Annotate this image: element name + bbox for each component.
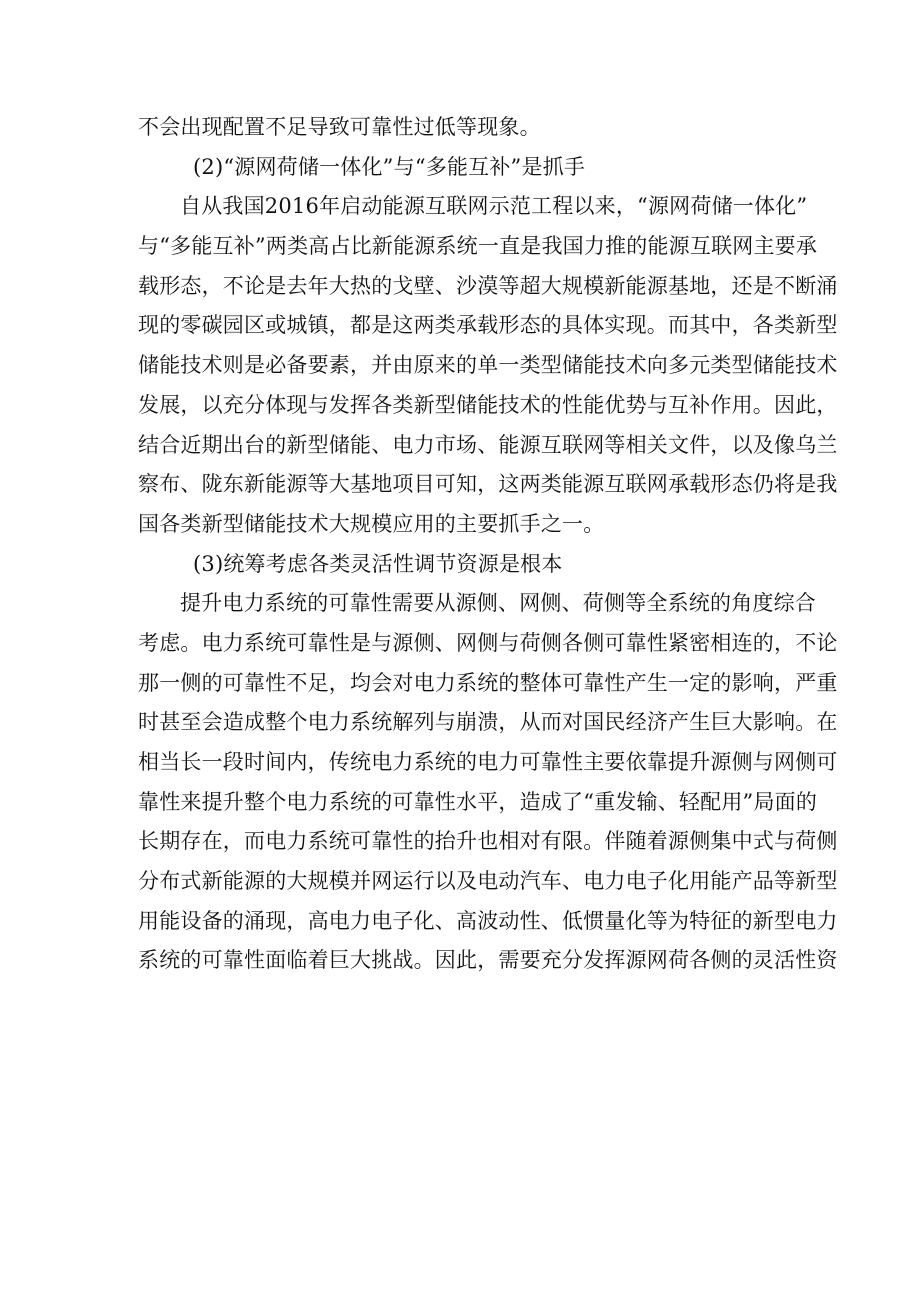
- paragraph-line: 时甚至会造成整个电力系统解列与崩溃，从而对国民经济产生巨大影响。在: [138, 710, 838, 735]
- paragraph-line: 分布式新能源的大规模并网运行以及电动汽车、电力电子化用能产品等新型: [138, 869, 838, 894]
- paragraph-line: 长期存在，而电力系统可靠性的抬升也相对有限。伴随着源侧集中式与荷侧: [138, 829, 838, 854]
- paragraph-line: 国各类新型储能技术大规模应用的主要抓手之一。: [138, 511, 605, 536]
- paragraph-line: 发展，以充分体现与发挥各类新型储能技术的性能优势与互补作用。因此，: [138, 392, 838, 417]
- paragraph-line: 现的零碳园区或城镇，都是这两类承载形态的具体实现。而其中，各类新型: [138, 313, 838, 338]
- section-heading-2: (2)“源网荷储一体化”与“多能互补”是抓手: [193, 154, 586, 179]
- paragraph-line: 察布、陇东新能源等大基地项目可知，这两类能源互联网承载形态仍将是我: [138, 472, 838, 497]
- paragraph-line: 载形态，不论是去年大热的戈壁、沙漠等超大规模新能源基地，还是不断涌: [138, 273, 838, 298]
- paragraph-line: 结合近期出台的新型储能、电力市场、能源互联网等相关文件，以及像乌兰: [138, 432, 838, 457]
- paragraph-line: 系统的可靠性面临着巨大挑战。因此，需要充分发挥源网荷各侧的灵活性资: [138, 948, 838, 973]
- paragraph-line: 储能技术则是必备要素，并由原来的单一类型储能技术向多元类型储能技术: [138, 353, 838, 378]
- paragraph-line: 自从我国2016年启动能源互联网示范工程以来，“源网荷储一体化”: [180, 194, 808, 219]
- paragraph-line: 考虑。电力系统可靠性是与源侧、网侧与荷侧各侧可靠性紧密相连的，不论: [138, 630, 838, 655]
- paragraph-line: 那一侧的可靠性不足，均会对电力系统的整体可靠性产生一定的影响，严重: [138, 670, 838, 695]
- paragraph-line: 不会出现配置不足导致可靠性过低等现象。: [138, 115, 541, 139]
- document-body: [138, 108, 838, 981]
- paragraph-line: 与“多能互补”两类高占比新能源系统一直是我国力推的能源互联网主要承: [138, 234, 818, 259]
- paragraph-line: 靠性来提升整个电力系统的可靠性水平，造成了“重发输、轻配用”局面的: [138, 789, 818, 814]
- section-heading-3: (3)统筹考虑各类灵活性调节资源是根本: [193, 551, 563, 576]
- paragraph-line: 提升电力系统的可靠性需要从源侧、网侧、荷侧等全系统的角度综合: [180, 591, 816, 616]
- paragraph-line: 用能设备的涌现，高电力电子化、高波动性、低惯量化等为特征的新型电力: [138, 908, 838, 933]
- paragraph-line: 相当长一段时间内，传统电力系统的电力可靠性主要依靠提升源侧与网侧可: [138, 750, 838, 774]
